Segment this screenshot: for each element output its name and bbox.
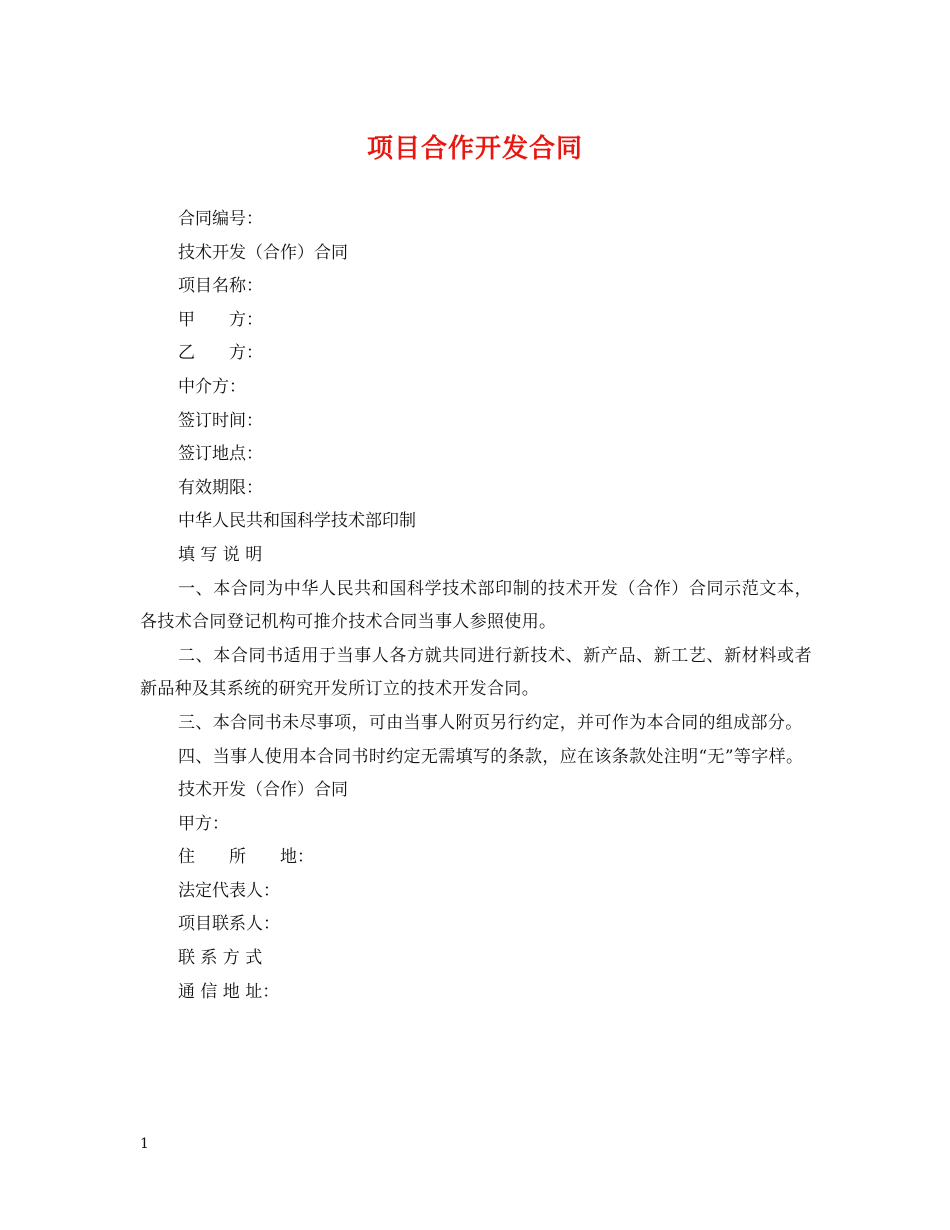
printed-by-line: 中华人民共和国科学技术部印制 (178, 511, 416, 532)
contract-type-line-2: 技术开发（合作）合同 (178, 780, 348, 801)
intermediary-line: 中介方： (178, 376, 246, 397)
document-body (140, 203, 812, 1009)
legal-representative-line: 法定代表人： (178, 880, 280, 901)
contract-number-line: 合同编号： (178, 209, 263, 229)
instruction-paragraph-2: 二、本合同书适用于当事人各方就共同进行新技术、新产品、新工艺、新材料或者新品种及其系统的研究开发所订立的技术开发合同。 (140, 645, 812, 700)
signing-time-line: 签订时间： (178, 410, 263, 431)
instruction-paragraph-4: 四、当事人使用本合同书时约定无需填写的条款，应在该条款处注明“无”等字样。 (178, 746, 804, 767)
mailing-address-line: 通 信 地 址： (178, 981, 280, 1002)
instruction-paragraph-1: 一、本合同为中华人民共和国科学技术部印制的技术开发（合作）合同示范文本，各技术合同登记机构可推介技术合同当事人参照使用。 (140, 578, 812, 633)
page-number: 1 (140, 1136, 149, 1152)
project-contact-line: 项目联系人： (178, 914, 280, 935)
contact-method-line: 联 系 方 式 (178, 948, 263, 969)
address-line: 住 所 地： (178, 847, 314, 868)
contract-type-line: 技术开发（合作）合同 (178, 242, 348, 263)
party-a-line: 甲 方： (178, 309, 263, 330)
party-a-heading: 甲方： (178, 813, 229, 834)
party-b-line: 乙 方： (178, 343, 263, 364)
instruction-paragraph-3: 三、本合同书未尽事项，可由当事人附页另行约定，并可作为本合同的组成部分。 (178, 712, 803, 733)
document-title: 项目合作开发合同 (366, 134, 583, 164)
validity-line: 有效期限： (178, 477, 263, 498)
project-name-line: 项目名称： (178, 276, 263, 297)
signing-place-line: 签订地点： (178, 444, 263, 465)
instructions-heading: 填 写 说 明 (178, 544, 263, 565)
